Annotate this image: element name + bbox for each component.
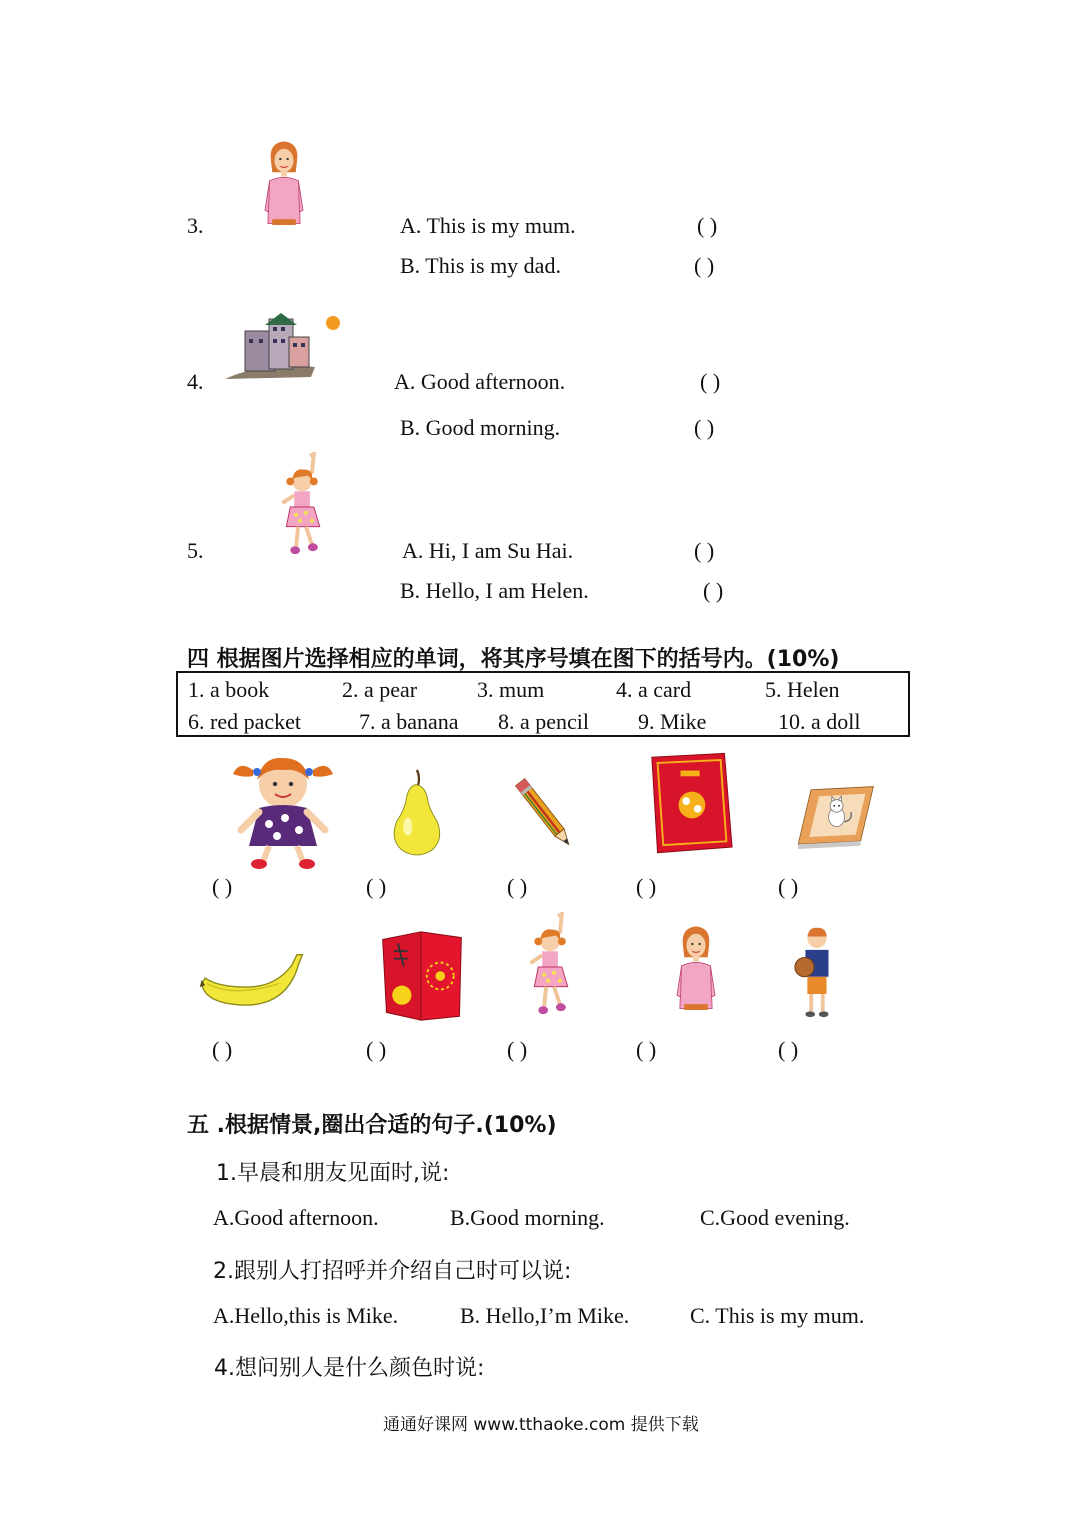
pear-picture	[384, 766, 448, 858]
pic3-answer-blank[interactable]: ( )	[507, 874, 528, 899]
section4-title: 四 根据图片选择相应的单词，将其序号填在图下的括号内。(10%)	[187, 647, 840, 672]
mum-picture-2	[674, 912, 718, 1020]
mum-picture	[262, 126, 306, 236]
q3-number: 3.	[187, 213, 204, 238]
word-2: 2. a pear	[342, 677, 418, 702]
pic5-answer-blank[interactable]: ( )	[778, 874, 799, 899]
boy-with-ball-picture	[792, 922, 840, 1020]
q5-number: 5.	[187, 538, 204, 563]
q5-1-prompt: 1.早晨和朋友见面时,说:	[216, 1161, 450, 1186]
word-5: 5. Helen	[765, 677, 840, 702]
banana-picture	[198, 944, 306, 1014]
q3-option-a: A. This is my mum.	[400, 213, 576, 238]
red-packet-picture	[378, 928, 466, 1024]
word-8: 8. a pencil	[498, 709, 590, 734]
word-10: 10. a doll	[778, 709, 861, 734]
q5-2-option-b[interactable]: B. Hello,I’m Mike.	[460, 1303, 630, 1328]
q5-1-option-c[interactable]: C.Good evening.	[700, 1205, 850, 1230]
word-4: 4. a card	[616, 677, 692, 702]
q5-1-option-b[interactable]: B.Good morning.	[450, 1205, 605, 1230]
word-1: 1. a book	[188, 677, 270, 702]
pic9-answer-blank[interactable]: ( )	[636, 1037, 657, 1062]
q3-option-b: B. This is my dad.	[400, 253, 561, 278]
pencil-picture	[510, 772, 580, 856]
q5-answer-b-blank[interactable]: ( )	[703, 578, 724, 603]
pic7-answer-blank[interactable]: ( )	[366, 1037, 387, 1062]
pic10-answer-blank[interactable]: ( )	[778, 1037, 799, 1062]
red-card-picture	[648, 750, 734, 858]
cat-book-picture	[795, 784, 875, 850]
word-bank-box	[176, 671, 910, 737]
q4-number: 4.	[187, 369, 204, 394]
q5-4-prompt: 4.想问别人是什么颜色时说:	[214, 1356, 485, 1381]
pic4-answer-blank[interactable]: ( )	[636, 874, 657, 899]
q5-2-prompt: 2.跟别人打招呼并介绍自己时可以说:	[213, 1259, 572, 1284]
word-3: 3. mum	[477, 677, 545, 702]
q4-answer-b-blank[interactable]: ( )	[694, 415, 715, 440]
q5-1-option-a[interactable]: A.Good afternoon.	[213, 1205, 379, 1230]
q5-2-option-a[interactable]: A.Hello,this is Mike.	[213, 1303, 399, 1328]
q5-2-option-c[interactable]: C. This is my mum.	[690, 1303, 865, 1328]
word-7: 7. a banana	[359, 709, 459, 734]
section5-title: 五 .根据情景,圈出合适的句子.(10%)	[187, 1113, 557, 1138]
q3-answer-a-blank[interactable]: ( )	[697, 213, 718, 238]
q4-answer-a-blank[interactable]: ( )	[700, 369, 721, 394]
q5-option-b: B. Hello, I am Helen.	[400, 578, 589, 603]
dancing-girl-picture-2	[528, 912, 578, 1020]
q4-option-a: A. Good afternoon.	[394, 369, 566, 394]
word-9: 9. Mike	[638, 709, 707, 734]
building-sun-picture	[225, 310, 345, 382]
q5-option-a: A. Hi, I am Su Hai.	[402, 538, 574, 563]
q5-answer-a-blank[interactable]: ( )	[694, 538, 715, 563]
pic1-answer-blank[interactable]: ( )	[212, 874, 233, 899]
doll-picture	[222, 750, 344, 870]
q3-answer-b-blank[interactable]: ( )	[694, 253, 715, 278]
page-footer: 通通好课网 www.tthaoke.com 提供下载	[383, 1415, 699, 1435]
pic2-answer-blank[interactable]: ( )	[366, 874, 387, 899]
pic8-answer-blank[interactable]: ( )	[507, 1037, 528, 1062]
word-6: 6. red packet	[188, 709, 301, 734]
dancing-girl-picture	[280, 452, 330, 560]
pic6-answer-blank[interactable]: ( )	[212, 1037, 233, 1062]
q4-option-b: B. Good morning.	[400, 415, 561, 440]
